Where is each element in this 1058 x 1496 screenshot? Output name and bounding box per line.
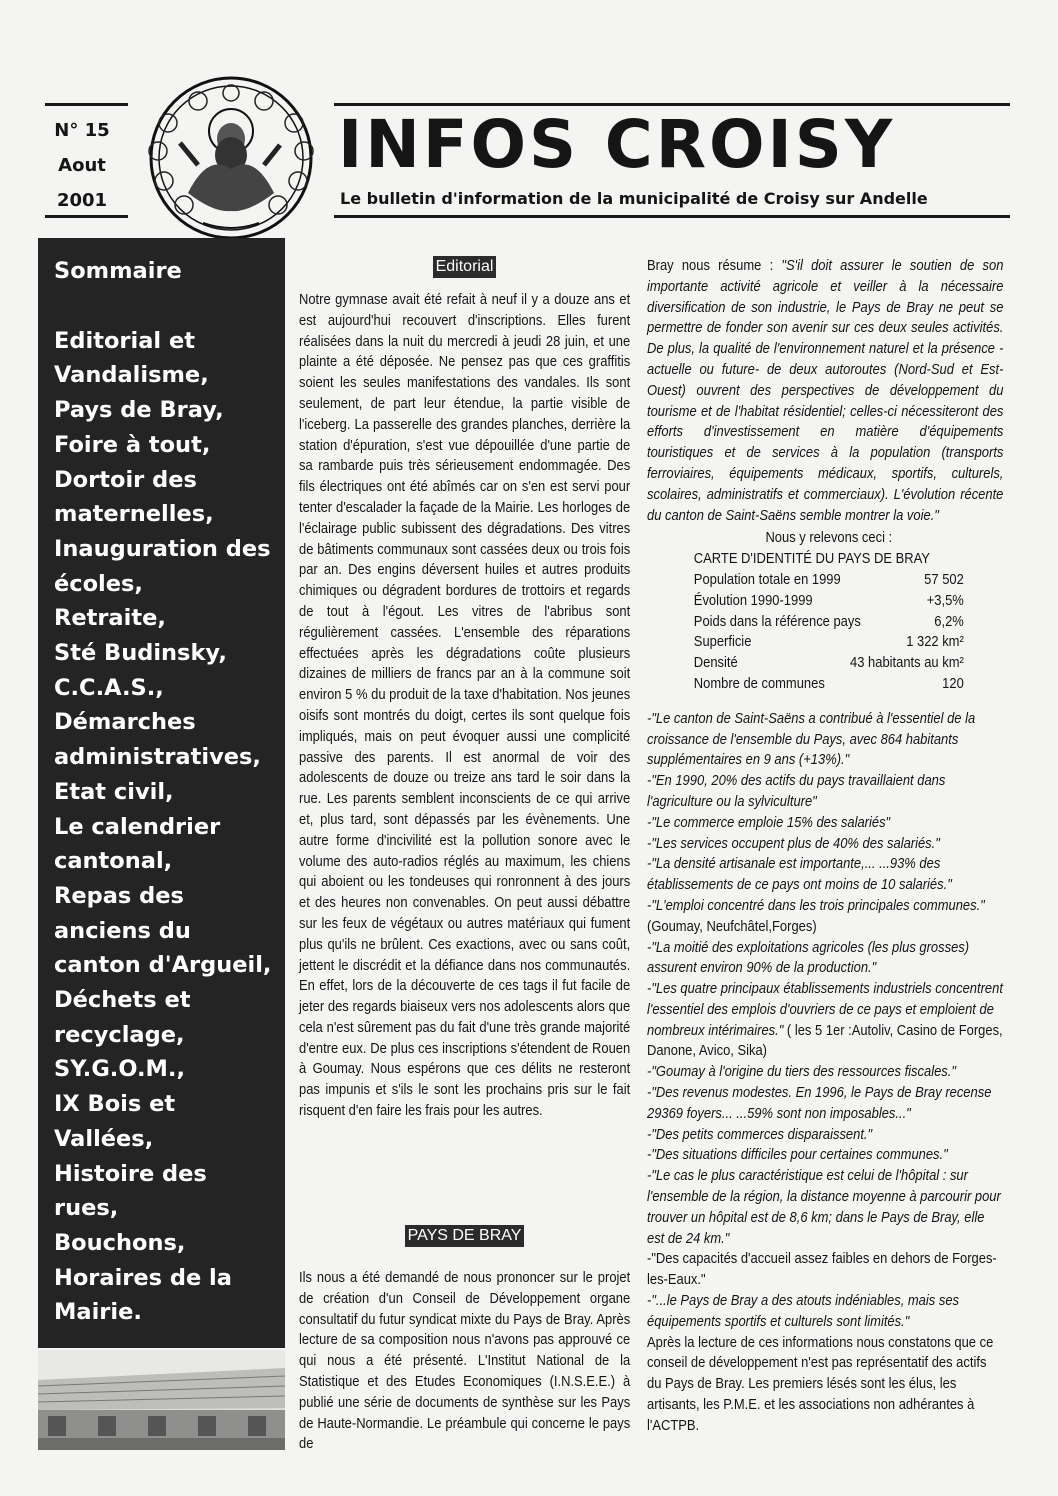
summary-item: maternelles, [54, 501, 214, 528]
card-row [694, 653, 964, 674]
editorial-heading: Editorial [433, 256, 497, 278]
quote-text: -"Des petits commerces disparaissent." [647, 1126, 873, 1143]
summary-item: Déchets et [54, 987, 191, 1014]
card-title: CARTE D'IDENTITÉ DU PAYS DE BRAY [693, 551, 930, 568]
card-row [694, 591, 964, 612]
quote-item [647, 1145, 1003, 1166]
continuation-lead: Bray nous résume : [647, 258, 782, 274]
summary-item: écoles, [54, 570, 143, 597]
pays-de-bray-column [299, 1268, 630, 1455]
quote-item [647, 1083, 1003, 1125]
quote-item [647, 938, 1003, 980]
summary-item: canton d'Argueil, [54, 952, 272, 979]
quote-item [647, 834, 1003, 855]
quote-text: -"Des situations difficiles pour certaines communes." [647, 1147, 948, 1164]
summary-item: Le calendrier [54, 813, 221, 840]
quote-text: -"Les services occupent plus de 40% des salariés." [647, 835, 940, 852]
summary-heading: Sommaire [54, 258, 182, 284]
quote-text: -"La moitié des exploitations agricoles (les plus grosses) assurent environ 90% de la production." [647, 939, 970, 977]
card-row-label: Population totale en 1999 [693, 571, 841, 588]
pays-de-bray-heading: PAYS DE BRAY [405, 1225, 525, 1247]
quote-text: -"Le cas le plus caractéristique est celui de l'hôpital : sur l'ensemble de la région, la distance moyenne à parcourir pour trouver un hôpital est de 8,6 km; dans le Pays de Bray, elle est de 24 km." [647, 1168, 1001, 1247]
continuation-quote: "S'il doit assurer le soutien de son importante activité agricole et veiller à la nécessaire diversification de son industrie, le Pays de Bray ne peut se permettre de fonder son avenir sur ces deux seules activités. De plus, la qualité de l'environnement naturel et la présence -actuelle ou future- de deux autoroutes (Nord-Sud et Est-Ouest) ouvrent des perspectives de développement du tourisme et de l'habitat résidentiel; celles-ci nécessiteront des efforts d'investissement en matière d'équipements touristiques et de services à la population (transports ferroviaires, équipements médicaux, sportifs, culturels, scolaires, administratifs et commerciaux). L'évolution récente du canton de Saint-Saëns semble montrer la voie." [647, 258, 1004, 524]
summary-item: Inauguration des [54, 535, 271, 562]
quote-text: -"La densité artisanale est importante,... ...93% des établissements de ce pays ont moins de 10 salariés." [647, 856, 952, 894]
summary-item: cantonal, [54, 848, 173, 875]
quote-text: -"Les quatre principaux établissements industriels concentrent l'essentiel des emplois d'ouvriers de ce pays et emploient de nombreux intérimaires." [647, 981, 1003, 1039]
quote-text: -"En 1990, 20% des actifs du pays travaillaient dans l'agriculture ou la sylviculture" [647, 773, 946, 810]
quote-text: -"Le canton de Saint-Saëns a contribué à l'essentiel de la croissance de l'ensemble du Pays, avec 864 habitants supplémentaires en 9 ans (+13%)." [647, 710, 976, 769]
quote-item [647, 1062, 1003, 1083]
summary-item: Vandalisme, [54, 362, 209, 389]
issue-month: Aout [58, 155, 106, 176]
quote-item [647, 771, 1003, 813]
summary-item: Démarches [54, 709, 196, 736]
conclusion-text: Après la lecture de ces informations nous constatons que ce conseil de développement n'est pas représentatif des actifs du Pays de Bray. Les premiers lésés sont les élus, les artisants, les P.M.E. et les associations non adhérantes à l'ACTPB. [647, 1334, 994, 1434]
quote-text: -"L'emploi concentré dans les trois principales communes." [647, 897, 985, 914]
card-row-value: 120 [942, 675, 964, 692]
building-photo [38, 1350, 285, 1450]
pays-de-bray-heading-wrap [299, 1225, 630, 1247]
summary-item: SY.G.O.M., [54, 1056, 186, 1083]
card-row-label: Évolution 1990-1999 [693, 592, 813, 609]
quote-item [647, 709, 1003, 771]
summary-item: Horaires de la [54, 1264, 232, 1291]
editorial-column [299, 290, 630, 1122]
identity-card [694, 528, 964, 694]
card-row-value: 6,2% [934, 613, 964, 630]
card-row-value: 43 habitants au km² [850, 655, 964, 672]
summary-item: Dortoir des [54, 466, 197, 493]
summary-item: anciens du [54, 917, 191, 944]
summary-item: Foire à tout, [54, 431, 211, 458]
summary-item: IX Bois et [54, 1091, 176, 1118]
card-row [694, 674, 964, 695]
summary-item: Mairie. [54, 1299, 142, 1326]
quote-extra: (Goumay, Neufchâtel,Forges) [647, 918, 817, 935]
quote-item [647, 813, 1003, 834]
summary-item: Editorial et [54, 327, 195, 354]
card-row-value: 1 322 km² [906, 634, 964, 651]
summary-item: Pays de Bray, [54, 397, 224, 424]
card-row-value: +3,5% [926, 592, 964, 609]
quote-last: -"...le Pays de Bray a des atouts indéniables, mais ses équipements sportifs et culturels sont limités." [647, 1293, 960, 1330]
editorial-text: Notre gymnase avait été refait à neuf il y a douze ans et est aujourd'hui recouvert d'inscriptions. Elles furent réalisées dans la nuit du mercredi à jeudi 28 juin, et une plainte a été déposée. Ne pensez pas que ces graffitis soient les seules manifestations des vandales. Ils sont seulement, de part leur étendue, la partie visible de l'iceberg. La passerelle des grandes planches, derrière la station d'épuration, s'est vue dépouillée d'une partie de sa rambarde puis très sérieusement endommagée. Des fils électriques ont été abîmés car on s'en est servi pour tenter d'escalader la façade de la Mairie. Les horloges de l'éclairage public subissent des dégradations. Des vitres de bâtiments communaux sont cassées deux ou trois fois par an. Des engins déversent huiles et autres produits chimiques ou dégradent bordures de trottoirs et regards de tout à l'égout. Les vitres de l'abribus sont régulièrement cassées. L'ensemble des réparations effectuées après les dégradations coûte plusieurs dizaines de milliers de francs par an à la commune soit environ 5 % du produit de la taxe d'habitation. Nos jeunes oisifs sont montrés du doigt, certes ils sont quelque fois impliqués, mais on peut évoquer aussi une complicité passive des parents. Il est anormal de voir des adolescents de douze ou treize ans tard le soir dans la rue. Les parents semblent inconscients de ce qui arrive et, plus tard, sont dépassés par les évènements. Une autre forme d'incivilité est la pollution sonore avec le volume des auto-radios réglés au maximum, les chiens qui aboient ou les tondeuses qui ronronnent à des jours et des heures non convenables. On peut aussi débattre sur les feux de végétaux ou autres matériaux qui fument plus qu'ils ne brûlent. Ces exactions, avec ou sans coût, jettent le discrédit et la défiance dans nos communautés. En effet, lors de la découverte de ces tags il fut facile de jeter des regards biaiseux vers nos adolescents alors que cela n'est sûrement pas du fait d'une très grande majorité d'entre eux. De plus ces inscriptions s'étendent de Rouen à Goumay. Nous espérons que ces délits ne resteront pas impunis et s'ils le sont les prochains pris sur le fait risquent d'en faire les frais pour les autres. [299, 292, 631, 1120]
card-row-label: Superficie [693, 634, 752, 651]
quote-text: -"Le commerce emploie 15% des salariés" [647, 814, 891, 831]
summary-item: recyclage, [54, 1021, 185, 1048]
summary-item: C.C.A.S., [54, 674, 164, 701]
summary-item: Retraite, [54, 605, 166, 632]
quote-item [647, 1166, 1003, 1249]
card-rows [694, 570, 964, 695]
summary-item: Repas des [54, 882, 184, 909]
summary-item: Histoire des [54, 1160, 207, 1187]
newsletter-subtitle: Le bulletin d'information de la municipalité de Croisy sur Andelle [340, 189, 928, 208]
issue-year: 2001 [56, 190, 108, 211]
issue-number: N° 15 [54, 120, 110, 141]
quote-text: -"Goumay à l'origine du tiers des ressources fiscales." [647, 1064, 956, 1081]
quote-item [647, 896, 1003, 938]
quote-text: -"Des revenus modestes. En 1996, le Pays de Bray recense 29369 foyers... ...59% sont non imposables..." [647, 1085, 992, 1122]
card-row-label: Poids dans la référence pays [693, 613, 861, 630]
pays-de-bray-continuation [647, 256, 1003, 1437]
quote-item [647, 854, 1003, 896]
summary-item: Etat civil, [54, 778, 174, 805]
quote-plain: -"Des capacités d'accueil assez faibles en dehors de Forges-les-Eaux." [647, 1251, 997, 1289]
card-row [694, 570, 964, 591]
card-row-value: 57 502 [924, 571, 964, 588]
summary-item: administratives, [54, 744, 261, 771]
summary-item: rues, [54, 1195, 119, 1222]
quote-extra: ( les 5 1er :Autoliv, Casino de Forges, Danone, Avico, Sika) [647, 1022, 1003, 1060]
card-row [694, 612, 964, 633]
card-row [694, 632, 964, 653]
card-row-label: Nombre de communes [693, 675, 825, 692]
quote-list [647, 709, 1003, 1250]
summary-sidebar [38, 238, 285, 1348]
editorial-heading-wrap [299, 256, 630, 278]
card-intro: Nous y relevons ceci : [765, 530, 893, 547]
summary-item: Bouchons, [54, 1229, 186, 1256]
quote-item [647, 1125, 1003, 1146]
summary-list [54, 254, 290, 1330]
summary-item: Vallées, [54, 1125, 154, 1152]
card-row-label: Densité [693, 655, 738, 672]
newsletter-title: INFOS CROISY [338, 106, 896, 183]
summary-item: Sté Budinsky, [54, 640, 227, 667]
pays-de-bray-text: Ils nous a été demandé de nous prononcer sur le projet de création d'un Conseil de Développement organe consultatif du futur syndicat mixte du Pays de Bray. Après lecture de sa composition nous n'avons pas approuvé ce qui nous a été présenté. L'Institut National de la Statistique et des Etudes Economiques (I.N.S.E.E.) à publié une série de documents de synthèse sur les Pays de Haute-Normandie. Le préambule qui concerne le pays de [299, 1270, 631, 1453]
continuation-paragraph [647, 256, 1003, 526]
stained-glass-logo [128, 73, 334, 243]
quote-item [647, 979, 1003, 1062]
